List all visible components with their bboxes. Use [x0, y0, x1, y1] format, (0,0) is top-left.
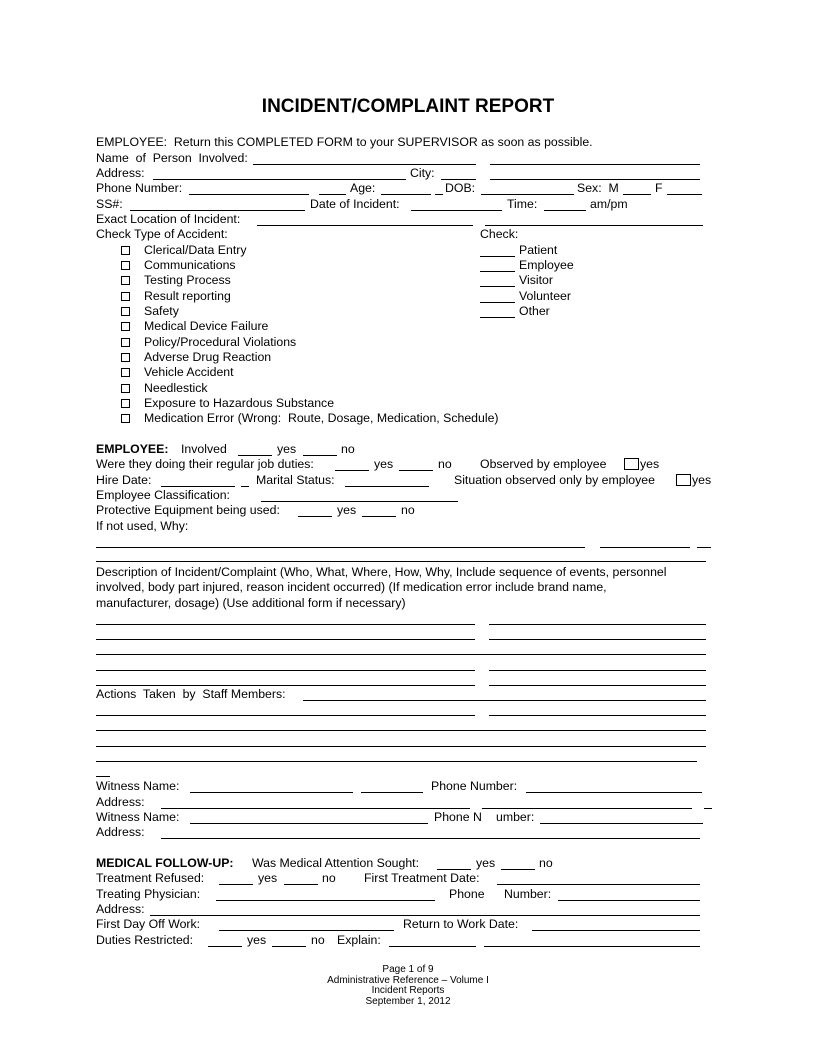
observed-by-employee-label: Observed by employee [480, 457, 607, 471]
time-label: Time: [507, 197, 538, 211]
actions-taken-field[interactable] [489, 715, 706, 716]
visitor-check-field[interactable] [480, 286, 515, 287]
protective-yes-field[interactable] [298, 516, 332, 517]
description-line-2: involved, body part injured, reason incident occurred) (If medication error include brand name, [96, 580, 607, 594]
first-day-off-field[interactable] [219, 930, 394, 931]
dob-label: DOB: [445, 181, 476, 195]
actions-taken-label: Actions Taken by Staff Members: [96, 687, 286, 701]
physician-phone-field[interactable] [558, 900, 700, 901]
if-not-used-field[interactable] [96, 547, 585, 548]
duties-restricted-no-field[interactable] [272, 946, 306, 947]
actions-taken-field[interactable] [96, 776, 110, 777]
witness-phone-field-b[interactable] [540, 823, 703, 824]
medical-followup-heading: MEDICAL FOLLOW-UP: [96, 856, 234, 870]
name-of-person-field-2[interactable] [490, 164, 700, 165]
return-to-work-label: Return to Work Date: [403, 917, 519, 931]
no-label: no [438, 457, 452, 471]
witness-address-field-3[interactable] [704, 808, 712, 809]
ss-field[interactable] [130, 210, 305, 211]
checkbox-needlestick[interactable] [121, 384, 130, 393]
employee-classification-field[interactable] [261, 501, 458, 502]
person-type-label: Visitor [519, 273, 553, 287]
accident-type-label: Medication Error (Wrong: Route, Dosage, Medication, Schedule) [144, 411, 499, 425]
yes-label: yes [247, 933, 267, 947]
treatment-refused-no-field[interactable] [284, 884, 318, 885]
footer-section: Incident Reports [371, 985, 445, 996]
attention-no-field[interactable] [501, 869, 535, 870]
no-label: no [322, 871, 336, 885]
witness-address-field-2[interactable] [482, 808, 692, 809]
accident-type-label: Result reporting [144, 289, 231, 303]
footer-date: September 1, 2012 [365, 996, 451, 1007]
physician-address-label: Address: [96, 902, 145, 916]
accident-type-label: Safety [144, 304, 179, 318]
sex-m-label: Sex: M [577, 181, 619, 195]
marital-status-field[interactable] [345, 486, 429, 487]
if-not-used-field-2[interactable] [600, 547, 690, 548]
description-line-1: Description of Incident/Complaint (Who, What, Where, How, Why, Include sequence of events, personnel [96, 565, 667, 579]
footer-page: Page 1 of 9 [382, 964, 434, 975]
check-label: Check: [480, 227, 519, 241]
explain-label: Explain: [337, 933, 381, 947]
phone-number-field-2[interactable] [319, 194, 346, 195]
city-field-2[interactable] [490, 179, 700, 180]
witness-name-label-2: Witness Name: [96, 810, 180, 824]
physician-number-label: Number: [504, 887, 552, 901]
accident-type-label: Communications [144, 258, 236, 272]
exact-location-field[interactable] [257, 225, 473, 226]
involved-yes-field[interactable] [238, 455, 272, 456]
other-check-field[interactable] [480, 317, 515, 318]
check-type-label: Check Type of Accident: [96, 227, 228, 241]
physician-phone-label: Phone [449, 887, 485, 901]
checkbox-testing-process[interactable] [121, 276, 130, 285]
date-of-incident-field[interactable] [411, 210, 502, 211]
name-of-person-label: Name of Person Involved: [96, 151, 248, 165]
employee-classification-label: Employee Classification: [96, 488, 230, 502]
hire-date-divider [241, 486, 249, 487]
if-not-used-field-3[interactable] [697, 547, 711, 548]
treating-physician-field[interactable] [216, 900, 435, 901]
yes-label: yes [374, 457, 394, 471]
checkbox-vehicle-accident[interactable] [121, 368, 130, 377]
involved-label: Involved [181, 442, 227, 456]
if-not-used-label: If not used, Why: [96, 519, 189, 533]
yes-label: yes [258, 871, 278, 885]
witness-address-label-2: Address: [96, 825, 145, 839]
witness-address-label: Address: [96, 795, 145, 809]
actions-taken-field[interactable] [96, 715, 475, 716]
person-type-label: Employee [519, 258, 574, 272]
checkbox-hazardous-substance[interactable] [121, 399, 130, 408]
yes-label: yes [640, 457, 660, 471]
am-pm-label: am/pm [590, 197, 628, 211]
actions-taken-field[interactable] [96, 730, 706, 731]
first-treatment-date-field[interactable] [497, 884, 700, 885]
address-label: Address: [96, 166, 145, 180]
city-label: City: [410, 166, 435, 180]
yes-label: yes [277, 442, 297, 456]
witness-name-field[interactable] [190, 792, 353, 793]
ss-label: SS#: [96, 197, 123, 211]
witness-name-field-b[interactable] [190, 823, 428, 824]
duties-restricted-yes-field[interactable] [208, 946, 242, 947]
checkbox-result-reporting[interactable] [121, 292, 130, 301]
checkbox-clerical[interactable] [121, 246, 130, 255]
actions-taken-field[interactable] [96, 746, 706, 747]
city-field[interactable] [441, 179, 476, 180]
no-label: no [341, 442, 355, 456]
no-label: no [539, 856, 553, 870]
checkbox-adverse-drug-reaction[interactable] [121, 353, 130, 362]
regular-duties-label: Were they doing their regular job duties: [96, 457, 314, 471]
accident-type-label: Vehicle Accident [144, 365, 234, 379]
description-field[interactable] [489, 670, 706, 671]
name-of-person-field[interactable] [253, 164, 476, 165]
description-field[interactable] [96, 639, 475, 640]
no-label: no [311, 933, 325, 947]
page-title: INCIDENT/COMPLAINT REPORT [261, 96, 555, 117]
physician-address-field[interactable] [150, 915, 700, 916]
protective-no-field[interactable] [362, 516, 396, 517]
hire-date-label: Hire Date: [96, 473, 152, 487]
sex-f-field[interactable] [667, 194, 702, 195]
time-field[interactable] [544, 210, 586, 211]
footer-reference: Administrative Reference – Volume I [327, 975, 489, 986]
phone-number-field[interactable] [189, 194, 309, 195]
treating-physician-label: Treating Physician: [96, 887, 201, 901]
witness-name-field-2[interactable] [361, 792, 423, 793]
phone-number-label: Phone Number: [96, 181, 183, 195]
description-top-rule [96, 561, 706, 562]
witness-phone-label-2b: umber: [496, 810, 535, 824]
checkbox-communications[interactable] [121, 261, 130, 270]
age-label: Age: [350, 181, 376, 195]
description-field[interactable] [96, 685, 475, 686]
accident-type-label: Clerical/Data Entry [144, 243, 247, 257]
age-dob-divider [435, 194, 443, 195]
actions-taken-field[interactable] [96, 761, 697, 762]
accident-type-label: Adverse Drug Reaction [144, 350, 272, 364]
duties-restricted-label: Duties Restricted: [96, 933, 194, 947]
person-type-label: Other [519, 304, 550, 318]
hire-date-field[interactable] [161, 486, 235, 487]
person-type-label: Volunteer [519, 289, 571, 303]
treatment-refused-yes-field[interactable] [219, 884, 253, 885]
witness-address-field[interactable] [161, 808, 470, 809]
age-field[interactable] [381, 194, 431, 195]
checkbox-medication-error[interactable] [121, 414, 130, 423]
first-treatment-date-label: First Treatment Date: [364, 871, 480, 885]
witness-address-field-b[interactable] [161, 838, 700, 839]
return-to-work-field[interactable] [532, 930, 700, 931]
description-line-3: manufacturer, dosage) (Use additional form if necessary) [96, 596, 406, 610]
accident-type-label: Policy/Procedural Violations [144, 335, 297, 349]
description-field[interactable] [96, 624, 475, 625]
description-field[interactable] [96, 654, 706, 655]
description-field[interactable] [489, 685, 706, 686]
address-field[interactable] [153, 179, 406, 180]
witness-phone-field[interactable] [526, 792, 702, 793]
attention-sought-label: Was Medical Attention Sought: [252, 856, 420, 870]
exact-location-field-2[interactable] [485, 225, 703, 226]
first-day-off-label: First Day Off Work: [96, 917, 201, 931]
actions-taken-field[interactable] [303, 700, 706, 701]
accident-type-label: Exposure to Hazardous Substance [144, 396, 335, 410]
dob-field[interactable] [481, 194, 574, 195]
description-field[interactable] [96, 670, 475, 671]
regular-duties-no-field[interactable] [399, 470, 433, 471]
volunteer-check-field[interactable] [480, 302, 515, 303]
witness-phone-label-2: Phone N [434, 810, 482, 824]
yes-label: yes [692, 473, 712, 487]
regular-duties-yes-field[interactable] [335, 470, 369, 471]
protective-equipment-label: Protective Equipment being used: [96, 503, 280, 517]
accident-type-label: Needlestick [144, 381, 208, 395]
no-label: no [401, 503, 415, 517]
situation-observed-checkbox[interactable] [676, 474, 691, 486]
situation-observed-label: Situation observed only by employee [454, 473, 655, 487]
accident-type-label: Medical Device Failure [144, 319, 269, 333]
checkbox-safety[interactable] [121, 307, 130, 316]
checkbox-medical-device-failure[interactable] [121, 322, 130, 331]
date-of-incident-label: Date of Incident: [310, 197, 400, 211]
exact-location-label: Exact Location of Incident: [96, 212, 241, 226]
marital-status-label: Marital Status: [256, 473, 335, 487]
checkbox-policy-violations[interactable] [121, 338, 130, 347]
sex-f-label: F [655, 181, 663, 195]
witness-phone-label: Phone Number: [431, 779, 518, 793]
sex-m-field[interactable] [623, 194, 651, 195]
header-instruction: EMPLOYEE: Return this COMPLETED FORM to your SUPERVISOR as soon as possible. [96, 135, 593, 149]
explain-field[interactable] [389, 946, 476, 947]
treatment-refused-label: Treatment Refused: [96, 871, 205, 885]
observed-yes-checkbox[interactable] [624, 458, 639, 470]
description-field[interactable] [489, 639, 706, 640]
yes-label: yes [337, 503, 357, 517]
person-type-label: Patient [519, 243, 558, 257]
accident-type-label: Testing Process [144, 273, 231, 287]
attention-yes-field[interactable] [437, 869, 471, 870]
description-field[interactable] [489, 624, 706, 625]
explain-field-2[interactable] [484, 946, 700, 947]
patient-check-field[interactable] [480, 256, 515, 257]
involved-no-field[interactable] [303, 455, 337, 456]
yes-label: yes [476, 856, 496, 870]
witness-name-label: Witness Name: [96, 779, 180, 793]
employee-check-field[interactable] [480, 271, 515, 272]
employee-section-heading: EMPLOYEE: [96, 442, 169, 456]
